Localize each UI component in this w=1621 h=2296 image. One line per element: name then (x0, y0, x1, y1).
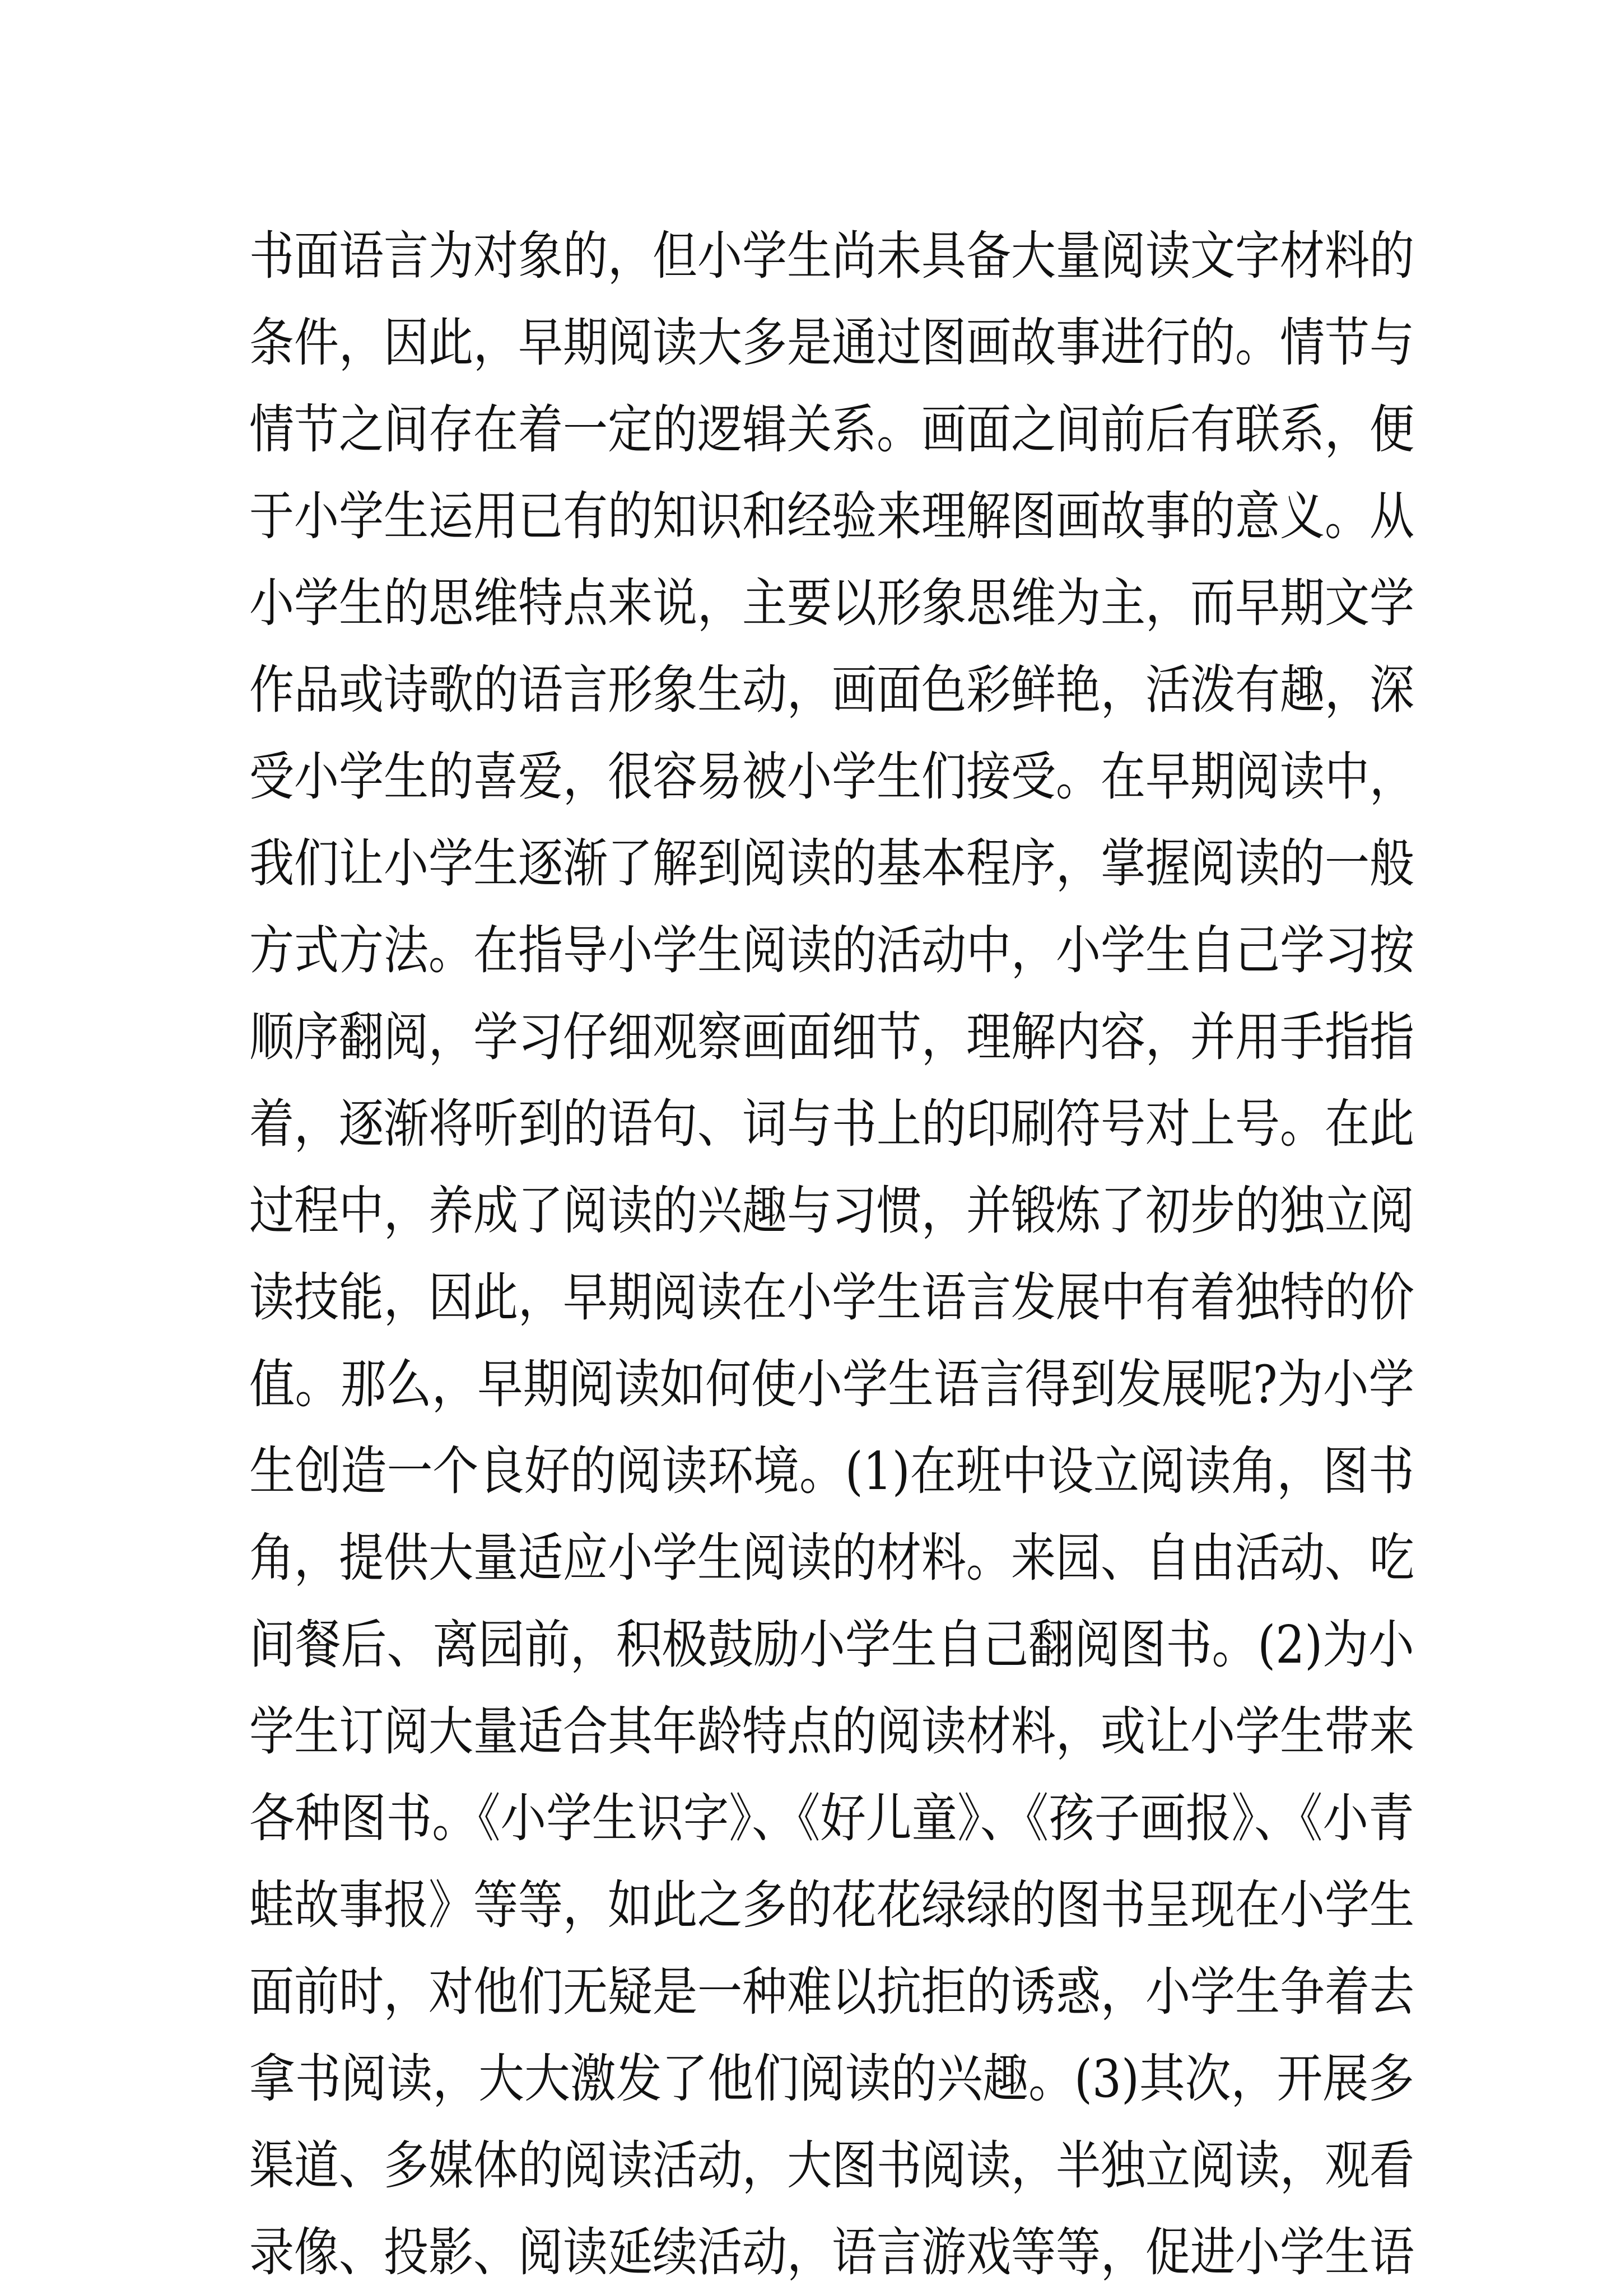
text-line: 学生订阅大量适合其年龄特点的阅读材料，或让小学生带来 (249, 1701, 1414, 1762)
text-line: 于小学生运用已有的知识和经验来理解图画故事的意义。从 (249, 486, 1414, 547)
text-line: 角，提供大量适应小学生阅读的材料。来园、自由活动、吃 (249, 1528, 1414, 1588)
text-line: 小学生的思维特点来说，主要以形象思维为主，而早期文学 (249, 573, 1414, 633)
text-line: 录像、投影、阅读延续活动，语言游戏等等，促进小学生语 (249, 2222, 1414, 2283)
text-line: 拿书阅读，大大激发了他们阅读的兴趣。(3)其次，开展多 (249, 2048, 1414, 2109)
text-line: 值。那么，早期阅读如何使小学生语言得到发展呢?为小学 (249, 1354, 1414, 1415)
text-line: 受小学生的喜爱，很容易被小学生们接受。在早期阅读中， (249, 746, 1414, 807)
text-line: 方式方法。在指导小学生阅读的活动中，小学生自己学习按 (249, 920, 1414, 981)
text-line: 着，逐渐将听到的语句、词与书上的印刷符号对上号。在此 (249, 1094, 1414, 1154)
text-line: 情节之间存在着一定的逻辑关系。画面之间前后有联系，便 (249, 399, 1414, 460)
text-line: 各种图书。《小学生识字》、《好儿童》、《孩子画报》、《小青 (249, 1788, 1414, 1849)
text-line: 读技能，因此，早期阅读在小学生语言发展中有着独特的价 (249, 1267, 1414, 1328)
text-line: 我们让小学生逐渐了解到阅读的基本程序，掌握阅读的一般 (249, 833, 1414, 894)
text-line: 生创造一个良好的阅读环境。(1)在班中设立阅读角，图书 (249, 1441, 1414, 1501)
text-line: 过程中，养成了阅读的兴趣与习惯，并锻炼了初步的独立阅 (249, 1180, 1414, 1241)
text-line: 条件，因此，早期阅读大多是通过图画故事进行的。情节与 (249, 312, 1414, 373)
text-line: 面前时，对他们无疑是一种难以抗拒的诱惑，小学生争着去 (249, 1962, 1414, 2022)
text-line: 渠道、多媒体的阅读活动，大图书阅读，半独立阅读，观看 (249, 2135, 1414, 2196)
body-text (249, 213, 1414, 2296)
text-line: 蛙故事报》等等，如此之多的花花绿绿的图书呈现在小学生 (249, 1875, 1414, 1935)
text-line: 作品或诗歌的语言形象生动，画面色彩鲜艳，活泼有趣，深 (249, 660, 1414, 720)
text-line: 间餐后、离园前，积极鼓励小学生自己翻阅图书。(2)为小 (249, 1614, 1414, 1675)
text-line: 书面语言为对象的，但小学生尚未具备大量阅读文字材料的 (249, 226, 1414, 286)
text-line: 顺序翻阅，学习仔细观察画面细节，理解内容，并用手指指 (249, 1007, 1414, 1067)
